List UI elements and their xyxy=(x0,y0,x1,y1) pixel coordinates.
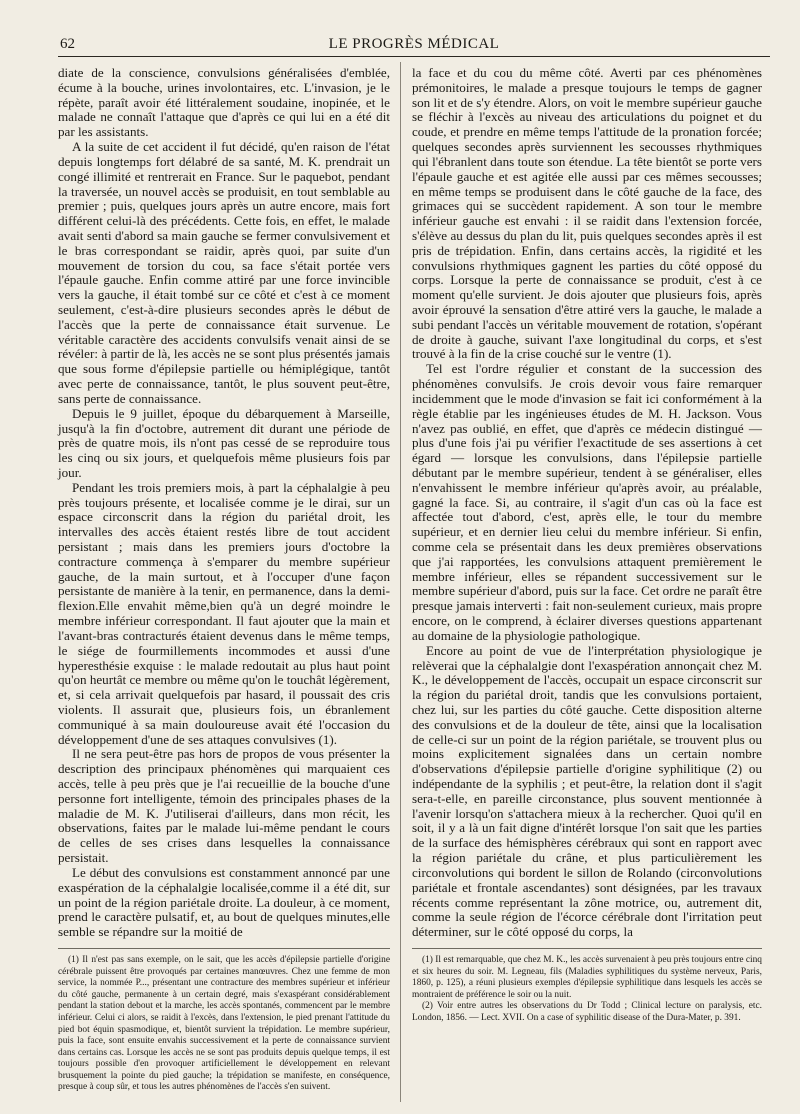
footnote-separator xyxy=(58,948,390,949)
body-paragraph: la face et du cou du même côté. Averti par ces phénomènes prémonitoires, le malade a presque toujours le temps de gagner son lit et de s'y étendre. Alors, on voit le membre supérieur gauche se fléchir à l'excès au niveau des articulations du poignet et du coude, et prendre en même temps l'attitude de la pronation forcée; quelques secondes après surviennent les secousses rhythmiques qui l'ébranlent dans toute son étendue. La tête bientôt se porte vers l'épaule gauche et est agitée elle aussi par ces mêmes secousses; en même temps se produisent dans le côté gauche de la face, des grimaces qui se succèdent rapidement. A son tour le membre inférieur gauche est envahi : il se raidit dans l'extension forcée, s'élève au dessus du plan du lit, puis quelques secondes après il est pris de trépidation. Enfin, dans certains accès, la rigidité et les convulsions rhythmiques gagnent les parties du côté opposé du corps. Lorsque la perte de connaissance se produit, c'est à ce moment qu'elle survient. Je dois ajouter que plusieurs fois, après avoir éprouvé la sensation d'être attiré vers la gauche, le malade a subi pendant l'accès un véritable mouvement de rotation, s'opérant de droite à gauche, suivant l'axe longitudinal du corps, et s'est trouvé à la fin de la crise couché sur le ventre (1). xyxy=(412,65,762,362)
footnote: (1) Il n'est pas sans exemple, on le sait, que les accès d'épilepsie partielle d'origine cérébrale puissent être provoqués par certaines manœuvres. Chez une femme de mon service, la nommée P..., présentant une contracture des membres supérieur et inférieur du côté gauche, permanente à un certain degré, mais s'exaspérant considérablement pendant la station debout et la marche, les accès spontanés, commencent par le membre inférieur. Celui ci alors, se raidit à l'excès, dans l'extension, le pied prenant l'attitude du pied bot équin spasmodique, et, bientôt survient la trépidation. Le membre supérieur, puis la face, sont ensuite envahis successivement et la perte de connaissance survient dans certains cas. Lorsque les accès ne se sont pas produits depuis quelque temps, il est toujours possible d'en provoquer artificiellement le développement en relevant brusquement la pointe du pied gauche; la trépidation se manifeste, en conséquence, presque à coup sûr, et tous les autres phénomènes de l'accès s'en suivent. xyxy=(58,954,390,1093)
left-column xyxy=(58,66,390,1094)
footnote: (1) Il est remarquable, que chez M. K., les accès survenaient à peu près toujours entre cinq et six heures du soir. M. Legneau, fils (Maladies syphilitiques du système nerveux, Paris, 1860, p. 125), a réuni plusieurs exemples d'épilepsie syphilitique dans lesquels les accès se montraient de préférence le soir ou la nuit. xyxy=(412,954,762,1000)
body-paragraph: Tel est l'ordre régulier et constant de la succession des phénomènes convulsifs. Je crois devoir vous faire remarquer incidemment que le mode d'invasion se fait ici conformément à la règle établie par les ingénieuses études de M. H. Jackson. Vous n'avez pas oublié, en effet, que d'après ce médecin distingué — plus d'une fois j'ai pu vérifier l'exactitude de ses assertions à cet égard — lorsque les convulsions, dans l'épilepsie partielle débutant par le membre supérieur, tendent à se généraliser, elles n'envahissent le membre inférieur qu'après avoir, au préalable, gagné la face. Si, au contraire, il s'agit d'un cas où la face est affectée tout d'abord, c'est, après elle, le tour du membre supérieur, et en dernier lieu celui du membre inférieur. Si enfin, comme cela se présentait dans les deux premières observations que j'ai rapportées, les convulsions attaquent premièrement le membre inférieur, elles se répandent successivement sur le membre supérieur d'abord, puis sur la face. Cet ordre ne paraît être presque jamais interverti : fait non-seulement curieux, mais propre encore, on le comprend, à éclairer diverses questions appartenant au domaine de la physiologie pathologique. xyxy=(412,361,762,643)
page-number: 62 xyxy=(60,36,75,52)
body-paragraph: Le début des convulsions est constamment annoncé par une exaspération de la céphalalgie localisée,comme il a été dit, sur un point de la région pariétale droite. La douleur, à ce moment, prend le caractère pulsatif, et, au bout de quelques minutes,elle semble se répandre sur la moitié de xyxy=(58,864,390,940)
body-paragraph: Encore au point de vue de l'interprétation physiologique je relèverai que la céphalalgie dont l'exaspération annonçait chez M. K., le développement de l'accès, occupait un espace circonscrit sur la région du pariétal droit, tandis que les convulsions portaient, chez lui, sur les parties du côté gauche. Cette disposition alterne des convulsions et de la douleur de tête, ainsi que la localisation de celle-ci sur un point de la région pariétale, se trouvent plus ou moins explicitement signalées dans un certain nombre d'observations d'épilepsie partielle d'origine syphilitique (2) ou indépendante de la syphilis ; et peut-être, la relation dont il s'agit sera-t-elle, en pareille circonstance, plus souvent mentionnée à l'avenir lorsqu'on s'attachera mieux à la rechercher. Quoi qu'il en soit, il y a là un fait digne d'intérêt lorsque l'on sait que les parties de la surface des hémisphères cérébraux qui sont en rapport avec la région pariétale du crâne, et plus particulièrement les circonvolutions qui bordent le sillon de Rolando (circonvolutions pariétale et frontale ascendantes) sont désignées, par les travaux récents comme représentant la zône motrice, ou, autrement dit, comme la seule région de l'écorce cérébrale dont l'irritation peut déterminer, sur le côté opposé du corps, la xyxy=(412,642,762,940)
body-paragraph: Pendant les trois premiers mois, à part la céphalalgie à peu près toujours présente, et localisée comme je le dirai, sur un espace circonscrit dans la région du pariétal droit, les intervalles des accès étaient restés libre de tout accident persistant ; mais dans les premiers jours d'octobre la contracture commença à s'emparer du membre supérieur gauche, de la main surtout, et à l'occuper d'une façon persistante de manière à la tenir, en permanence, dans la demi-flexion.Elle envahit même,bien qu'à un degré moindre le membre inférieur correspondant. Il faut ajouter que la main et l'avant-bras contracturés étaient devenus dans le même temps, le siége de fourmillements incommodes et aussi d'une hyperesthésie exquise : le malade redoutait au plus haut point qu'on heurtât ce membre ou même qu'on le touchât légèrement, et, si cela arrivait quelquefois par hasard, il poussait des cris violents. Il assurait que, plusieurs fois, un ébranlement communiqué à sa main douloureuse avait été l'occasion du développement d'une de ses attaques convulsives (1). xyxy=(58,479,390,747)
body-paragraph: A la suite de cet accident il fut décidé, qu'en raison de l'état depuis longtemps fort délabré de sa santé, M. K. prendrait un congé illimité et rentrerait en France. Sur le paquebot, pendant la traversée, un nouvel accès se produisit, en tout semblable au premier ; puis, quelques jours après un autre encore, mais fort différent celui-là des précédents. Cette fois, en effet, le malade avait senti d'abord sa main gauche se fermer convulsivement et le bras correspondant se raidir, après quoi, par suite d'un mouvement de torsion du cou, sa face s'était portée vers l'épaule gauche. Enfin comme attiré par une force invincible vers la gauche, il était tombé sur ce côté et c'est à ce moment seulement, c'est-à-dire plusieurs secondes après le début de l'accès que la perte de connaissance était survenue. Le véritable caractère des accidents convulsifs venait ainsi de se révéler: à partir de là, les accès ne se sont plus présentés jamais que sous forme d'épilepsie partielle ou hémiplégique, tantôt avec perte de connaissance, tantôt, le plus souvent peut-être, sans perte de connaissance. xyxy=(58,139,390,406)
footnotes xyxy=(412,955,762,1025)
page-header xyxy=(58,34,770,57)
footnotes xyxy=(58,955,390,1094)
body-paragraph: Il ne sera peut-être pas hors de propos de vous présenter la description des principaux phénomènes qui marquaient ces accès, telle à peu près que je l'ai recueillie de la bouche d'une personne fort intelligente, témoin des principales phases de la maladie de M. K. J'utiliserai d'ailleurs, dans mon récit, les observations, faites par le malade lui-même pendant le cours de celles de ses crises dans lesquelles la connaissance persistait. xyxy=(58,746,390,866)
body-paragraph: Depuis le 9 juillet, époque du débarquement à Marseille, jusqu'à la fin d'octobre, autrement dit durant une période de près de quatre mois, ils n'ont pas cessé de se reproduire tous les cinq ou six jours, et quelquefois même plusieurs fois par jour. xyxy=(58,405,390,480)
footnote-separator xyxy=(412,948,762,949)
column-divider xyxy=(400,62,401,1102)
body-paragraph: diate de la conscience, convulsions généralisées d'emblée, écume à la bouche, urines involontaires, etc. L'invasion, je le répète, paraît avoir été littéralement soudaine, inopinée, et le malade ne connaît l'attaque que d'après ce qui lui en a été dit par les assistants. xyxy=(58,65,390,140)
footnote: (2) Voir entre autres les observations du Dr Todd ; Clinical lecture on paralysis, etc. London, 1856. — Lect. XVII. On a case of syphilitic disease of the Dura-Mater, p. 391. xyxy=(412,1001,762,1023)
journal-title: LE PROGRÈS MÉDICAL xyxy=(328,36,500,52)
right-column xyxy=(412,66,762,1025)
